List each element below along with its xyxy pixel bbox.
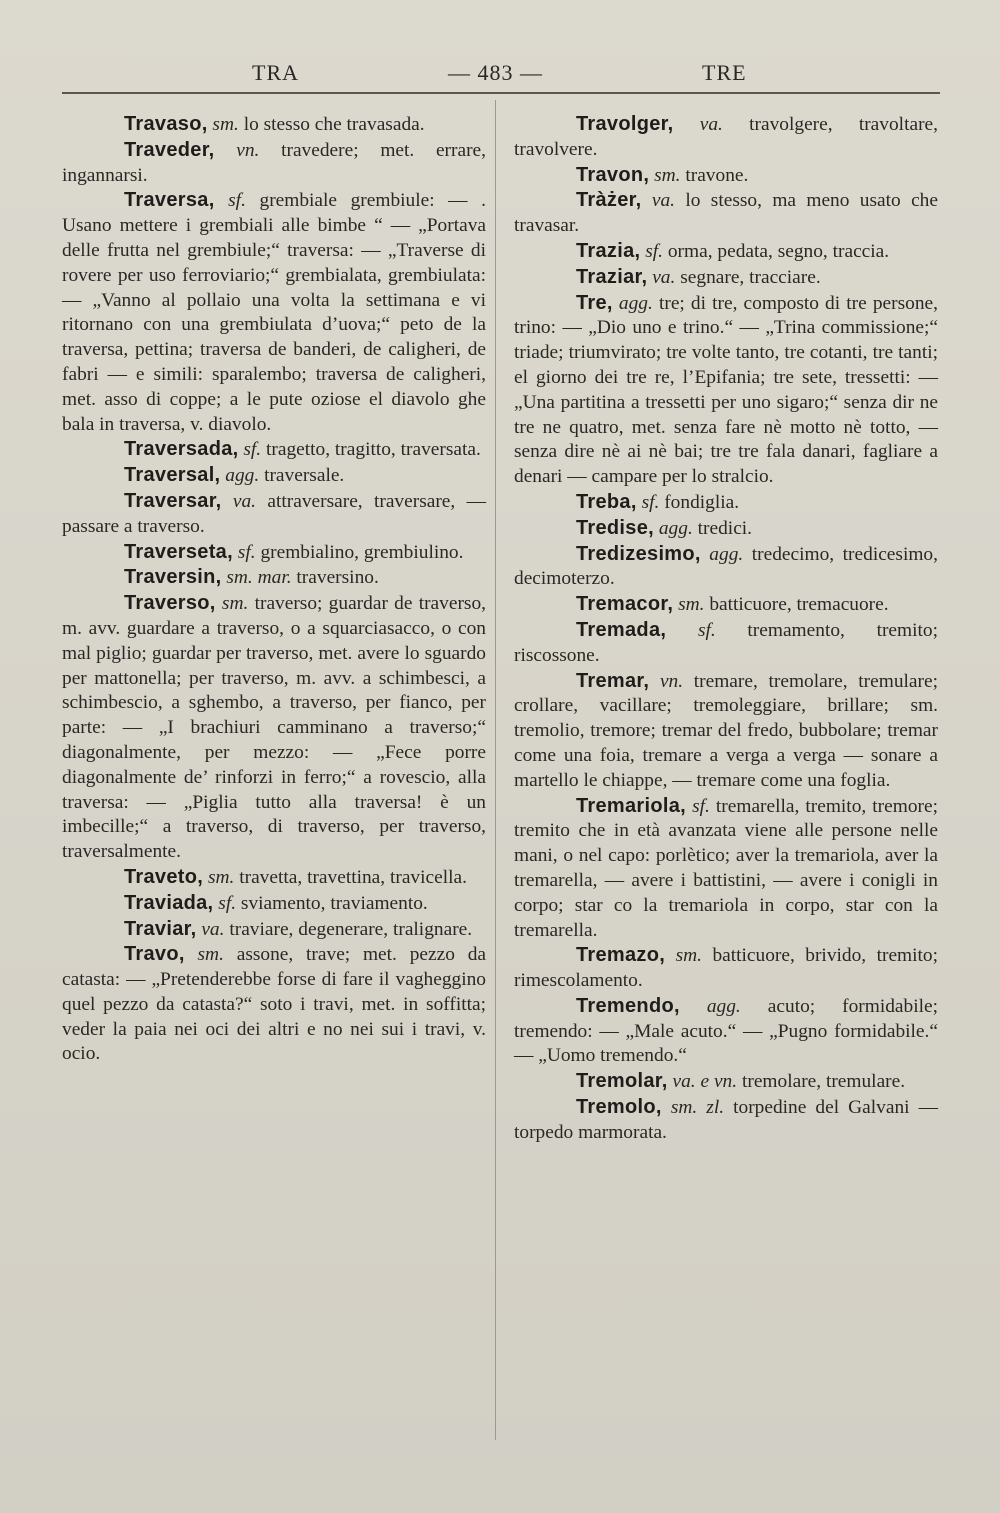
entry-headword: Traziar, — [576, 265, 648, 288]
entry-grammar: sf. — [645, 240, 663, 262]
dictionary-entry — [62, 540, 486, 566]
entry-definition: traversino. — [296, 567, 379, 589]
entry-definition: segnare, tracciare. — [680, 266, 821, 288]
entry-headword: Traveto, — [124, 865, 204, 888]
entry-headword: Traviar, — [124, 917, 197, 940]
dictionary-entry — [62, 463, 486, 489]
left-column — [62, 112, 486, 1067]
entry-definition: lo stesso che travasada. — [243, 114, 425, 135]
entry-grammar: sm. — [675, 945, 702, 967]
entry-headword: Tremar, — [576, 669, 650, 692]
entry-headword: Tredise, — [576, 516, 654, 539]
page-number: — 483 — — [448, 60, 543, 85]
dictionary-entry — [514, 291, 938, 490]
entry-definition: travone. — [685, 164, 749, 186]
entry-definition: torpedine del Galvani — torpedo marmorata. — [514, 1097, 938, 1143]
entry-grammar: va. — [201, 918, 225, 940]
entry-headword: Tremada, — [576, 618, 667, 641]
entry-headword: Tredizesimo, — [576, 542, 701, 565]
entry-definition: lo stesso, ma meno usato che travasar. — [514, 190, 938, 237]
dictionary-entry — [514, 265, 938, 291]
entry-definition: tremarella, tremito, tremore; tremito che in età avanzata viene alle persone nelle mani, o nel capo: porlètico; aver la tremariola, aver la tremarella, — avere i battistini, — avere i conigli in corpo; star co la tremariola in corpo, star con la tremarella. — [514, 795, 938, 941]
entry-grammar: agg. — [709, 543, 744, 565]
entry-grammar: va. — [232, 490, 257, 512]
entry-headword: Traversal, — [124, 464, 221, 487]
entry-headword: Trazia, — [576, 239, 641, 262]
dictionary-entry — [62, 865, 486, 891]
entry-definition: traviare, degenerare, tralignare. — [229, 918, 473, 940]
dictionary-entry — [62, 112, 486, 138]
entry-definition: tragetto, tragitto, traversata. — [266, 439, 481, 461]
entry-headword: Travolger, — [576, 113, 674, 135]
entry-definition: grembialino, grembiulino. — [260, 541, 464, 563]
entry-headword: Traveder, — [124, 138, 215, 161]
entry-definition: travetta, travettina, travicella. — [239, 866, 467, 888]
entry-definition: grembiale grembiule: — . Usano mettere i grembiali alle bimbe “ — „Portava delle frutta nel grembiule;“ traversa: — „Traverse di rovere per uso ferroviario;“ grembialata, grembiulata: — „Vanno al pollaio una volta la settimana e vi ritornano con una grembiulata d’uova;“ peto de la traversa, pettina; traversa de banderi, de caligheri, de fabri — e simili: sparalembo; traversa de caligheri, met. asso di coppe; a le pute oziose el diavolo ghe bala in traversa, v. diavolo. — [62, 190, 486, 435]
entry-headword: Treba, — [576, 490, 637, 513]
entry-headword: Tremolar, — [576, 1070, 668, 1093]
entry-headword: Traversada, — [124, 438, 239, 461]
dictionary-entry — [514, 592, 938, 618]
entry-definition: batticuore, tremacuore. — [709, 594, 889, 616]
dictionary-entry — [514, 163, 938, 189]
entry-grammar: sm. — [654, 164, 681, 186]
entry-definition: assone, trave; met. pezzo da catasta: — „Pretenderebbe forse di fare il vagheggino quel pezzo da catasta?“ soto i travi, met. in soffitta; veder la paia nei oci dei altri e no nei sui i travi, v. ocio. — [62, 944, 486, 1065]
entry-grammar: agg. — [658, 517, 693, 539]
entry-grammar: sm. mar. — [226, 567, 292, 589]
entry-definition: attraversare, traversare, — passare a traverso. — [62, 490, 486, 537]
entry-headword: Tràżer, — [576, 189, 642, 212]
entry-grammar: sm. — [221, 593, 249, 615]
entry-grammar: sm. — [678, 594, 705, 616]
entry-headword: Traversar, — [124, 489, 222, 512]
entry-definition: batticuore, brivido, tremito; rimescolamento. — [514, 945, 938, 992]
entry-headword: Traverseta, — [124, 540, 233, 563]
running-header — [62, 56, 940, 90]
dictionary-entry — [514, 1095, 938, 1146]
entry-grammar: agg. — [706, 995, 741, 1017]
entry-definition: travolgere, travoltare, travolvere. — [514, 114, 938, 160]
dictionary-entry — [62, 942, 486, 1067]
dictionary-entry — [514, 1069, 938, 1095]
entry-grammar: sf. — [697, 619, 716, 641]
entry-grammar: sm. — [212, 114, 239, 135]
dictionary-entry — [62, 917, 486, 943]
entry-headword: Travon, — [576, 163, 650, 186]
dictionary-entry — [62, 188, 486, 437]
dictionary-entry — [514, 516, 938, 542]
entry-definition: tre; di tre, composto di tre persone, trino: — „Dio uno e trino.“ — „Trina commissione;“ triade; triumvirato; tre volte tanto, tre cotanti, tre tanti; el giorno dei tre re, l’Epifania; tre sete, tressetti: — „Una partitina a tressetti per uno sigaro;“ senza dir ne tre ne quatro, met. senza fare nè motto nè totto, — senza dire nè ai nè bai; tre tre fala danari, fagliare a denari — campare per lo stralcio. — [514, 292, 938, 488]
entry-grammar: va. e vn. — [672, 1071, 738, 1093]
dictionary-entry — [62, 138, 486, 189]
entry-grammar: sm. zl. — [670, 1097, 725, 1119]
column-separator — [495, 100, 496, 1440]
dictionary-entry — [514, 669, 938, 794]
dictionary-entry — [62, 891, 486, 917]
entry-headword: Traviada, — [124, 891, 214, 914]
dictionary-entry — [514, 112, 938, 163]
dictionary-entry — [514, 542, 938, 593]
dictionary-entry — [514, 618, 938, 669]
entry-headword: Tremolo, — [576, 1096, 662, 1119]
entry-definition: tredici. — [697, 517, 753, 539]
entry-definition: tredecimo, tredicesimo, decimoterzo. — [514, 543, 938, 590]
entry-grammar: va. — [651, 190, 675, 212]
entry-definition: orma, pedata, segno, traccia. — [667, 240, 890, 262]
dictionary-entry — [62, 591, 486, 865]
dictionary-entry — [514, 490, 938, 516]
entry-headword: Traversa, — [124, 189, 215, 212]
entry-grammar: sm. — [197, 944, 224, 966]
entry-grammar: sf. — [237, 541, 256, 563]
entry-definition: sviamento, traviamento. — [240, 892, 428, 914]
dictionary-entry — [514, 994, 938, 1069]
header-right-guideword: TRE — [702, 60, 747, 85]
right-column — [514, 112, 938, 1146]
entry-grammar: va. — [652, 266, 676, 288]
entry-definition: tremare, tremolare, tremulare; crollare, vacillare; tremoleggiare, brillare; sm. tremolio, tremore; tremar del fredo, bubbolare; tremar come una foia, tremare a verga a verga — sonare a martello le chiappe, — tremare come una foglia. — [514, 670, 938, 791]
entry-headword: Travo, — [124, 943, 185, 966]
entry-grammar: agg. — [618, 292, 653, 314]
dictionary-entry — [62, 565, 486, 591]
entry-grammar: sf. — [692, 795, 710, 817]
entry-headword: Traversin, — [124, 566, 222, 589]
dictionary-entry — [514, 794, 938, 944]
entry-grammar: sm. — [207, 866, 235, 888]
entry-grammar: vn. — [659, 670, 684, 692]
entry-grammar: vn. — [236, 139, 260, 161]
entry-headword: Tre, — [576, 291, 613, 314]
dictionary-entry — [514, 239, 938, 265]
entry-headword: Traverso, — [124, 592, 216, 615]
header-left-guideword: TRA — [252, 60, 299, 85]
entry-definition: tremamento, tremito; riscossone. — [514, 619, 938, 666]
entry-headword: Tremazo, — [576, 944, 666, 967]
entry-grammar: sf. — [243, 439, 262, 461]
entry-definition: acuto; formidabile; tremendo: — „Male acuto.“ — „Pugno formidabile.“ — „Uomo tremendo.“ — [514, 995, 938, 1067]
entry-definition: traversale. — [264, 465, 345, 487]
dictionary-entry — [62, 437, 486, 463]
dictionary-entry — [62, 489, 486, 540]
entry-grammar: sf. — [228, 190, 246, 212]
entry-headword: Tremacor, — [576, 593, 674, 616]
entry-definition: tremolare, tremulare. — [741, 1071, 906, 1093]
entry-grammar: sf. — [641, 491, 660, 513]
entry-grammar: sf. — [218, 892, 237, 914]
entry-headword: Travaso, — [124, 113, 208, 135]
entry-definition: fondiglia. — [664, 491, 740, 513]
header-rule — [62, 92, 940, 94]
entry-grammar: agg. — [225, 465, 260, 487]
entry-grammar: va. — [699, 114, 723, 135]
entry-headword: Tremendo, — [576, 994, 680, 1017]
dictionary-entry — [514, 943, 938, 994]
entry-definition: travedere; met. errare, ingannarsi. — [62, 139, 486, 186]
dictionary-entry — [514, 188, 938, 239]
entry-headword: Tremariola, — [576, 794, 687, 817]
entry-definition: traverso; guardar de traverso, m. avv. guardare a traverso, o a squarciasacco, o con mal piglio; guardar per traverso, met. avere lo sguardo per mattonella; per traverso, m. avv. a schimbesci, a schimbescio, a sghembo, a traverso, per fianco, per parte: — „I brachiuri camminano a traverso;“ diagonalmente, per mezzo: — „Fece porre diagonalmente de’ rinforzi in ferro;“ a rovescio, alla traversa: — „Piglia tutto alla traversa! è un imbecille;“ a traverso, di traverso, per traverso, traversalmente. — [62, 593, 486, 863]
